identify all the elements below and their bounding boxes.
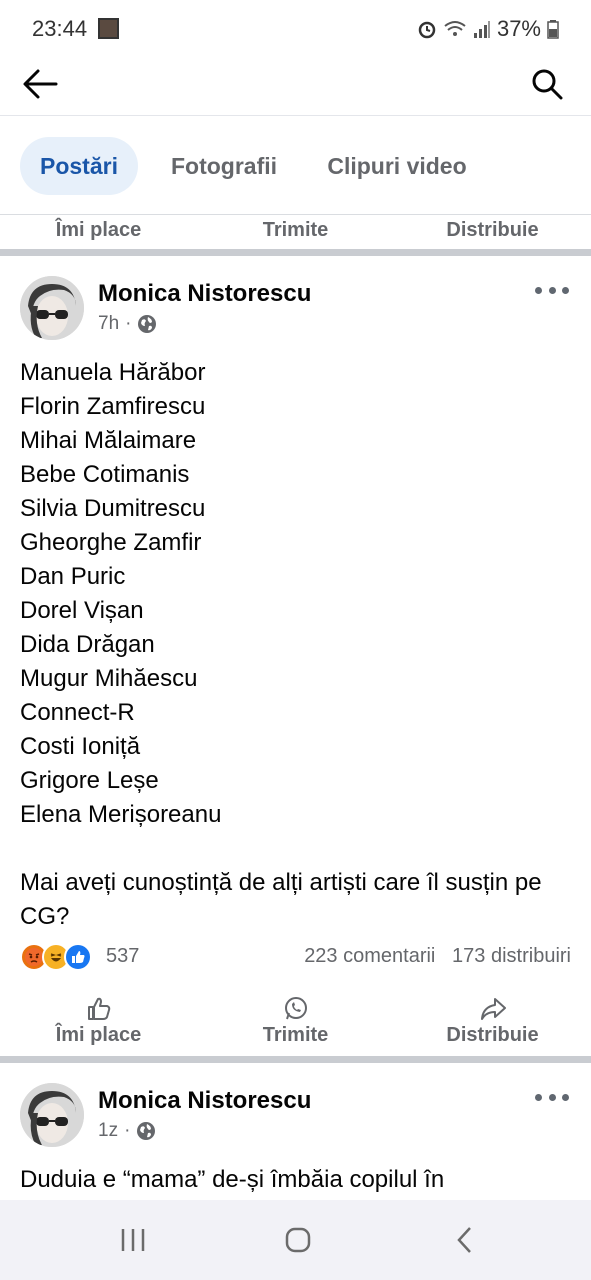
engagement-counts [304,945,571,968]
list-item: Dan Puric [20,563,126,590]
notification-thumbnail-icon [98,18,119,39]
arrow-left-icon [22,68,58,100]
list-item: Dorel Vișan [20,597,144,624]
status-time: 23:44 [32,16,88,41]
post-card [0,1063,591,1200]
post-time[interactable]: 1z [98,1120,119,1141]
avatar-image [20,1083,84,1147]
shares-count[interactable]: 173 distribuiri [452,945,571,967]
like-reaction-icon [64,943,92,971]
back-button[interactable] [20,64,60,104]
post-actions [0,996,591,1052]
battery-percentage: 37% [496,16,541,41]
list-item: Elena Merișoreanu [20,801,222,828]
reactions-bar [20,943,571,973]
reaction-count[interactable]: 537 [106,945,140,967]
alarm-icon [417,19,437,39]
send-label: Trimite [262,1024,329,1046]
send-button[interactable]: Trimite [262,219,329,241]
whatsapp-icon [283,996,309,1022]
home-icon [284,1226,312,1254]
separator-dot: · [125,313,132,334]
thumbs-up-icon [86,996,112,1022]
list-item: Bebe Cotimanis [20,461,190,488]
list-item: Silvia Dumitrescu [20,495,206,522]
send-button[interactable] [197,996,394,1047]
like-label: Îmi place [55,1024,142,1046]
list-item: Grigore Leșe [20,767,159,794]
post-divider [0,249,591,256]
home-button[interactable] [278,1222,318,1258]
share-label: Distribuie [446,1024,539,1046]
reaction-icons[interactable] [20,943,86,971]
tab-photos[interactable]: Fotografii [170,152,278,179]
profile-tabs [0,117,591,215]
like-button[interactable] [0,996,197,1047]
more-horizontal-icon [535,287,542,294]
tab-videos[interactable]: Clipuri video [327,152,467,179]
more-options-button[interactable] [535,1087,569,1107]
list-item: Costi Ioniță [20,733,141,760]
list-item: Gheorghe Zamfir [20,529,202,556]
status-indicators [417,16,559,42]
wifi-icon [443,19,467,39]
post-meta [98,1120,156,1142]
signal-icon [473,19,491,39]
system-navigation-bar [0,1200,591,1280]
post-text: Duduia e “mama” de-și îmbăia copilul în [20,1166,445,1193]
system-back-button[interactable] [445,1222,485,1258]
like-button[interactable]: Îmi place [55,219,142,241]
top-app-bar [0,58,591,116]
recent-apps-icon [119,1227,147,1253]
more-horizontal-icon [535,1094,542,1101]
globe-icon [137,314,157,334]
avatar[interactable] [20,1083,84,1147]
comments-count[interactable]: 223 comentarii [304,945,436,967]
list-item: Mihai Mălaimare [20,427,197,454]
list-item: Manuela Hărăbor [20,359,206,386]
globe-icon [136,1121,156,1141]
post-author[interactable]: Monica Nistorescu [98,280,312,307]
post-time[interactable]: 7h [98,313,120,334]
recent-apps-button[interactable] [113,1222,153,1258]
share-button[interactable] [394,996,591,1047]
chevron-left-icon [455,1226,475,1254]
separator-dot: · [124,1120,131,1141]
more-options-button[interactable] [535,280,569,300]
post-divider [0,1056,591,1063]
post-card [0,256,591,1056]
battery-icon [547,19,559,39]
share-button[interactable]: Distribuie [446,219,539,241]
list-item: Mugur Mihăescu [20,665,198,692]
avatar-image [20,276,84,340]
list-item: Florin Zamfirescu [20,393,206,420]
tab-posts[interactable]: Postări [20,137,138,195]
share-arrow-icon [479,996,507,1022]
status-bar [0,0,591,58]
search-button[interactable] [527,64,567,104]
list-item: Connect-R [20,699,135,726]
post-text [20,356,580,934]
post-author[interactable]: Monica Nistorescu [98,1087,312,1114]
avatar[interactable] [20,276,84,340]
search-icon [531,68,563,100]
post-meta [98,313,157,335]
post-question: Mai aveți cunoștință de alți artiști care îl susțin pe CG? [20,869,542,930]
list-item: Dida Drăgan [20,631,155,658]
